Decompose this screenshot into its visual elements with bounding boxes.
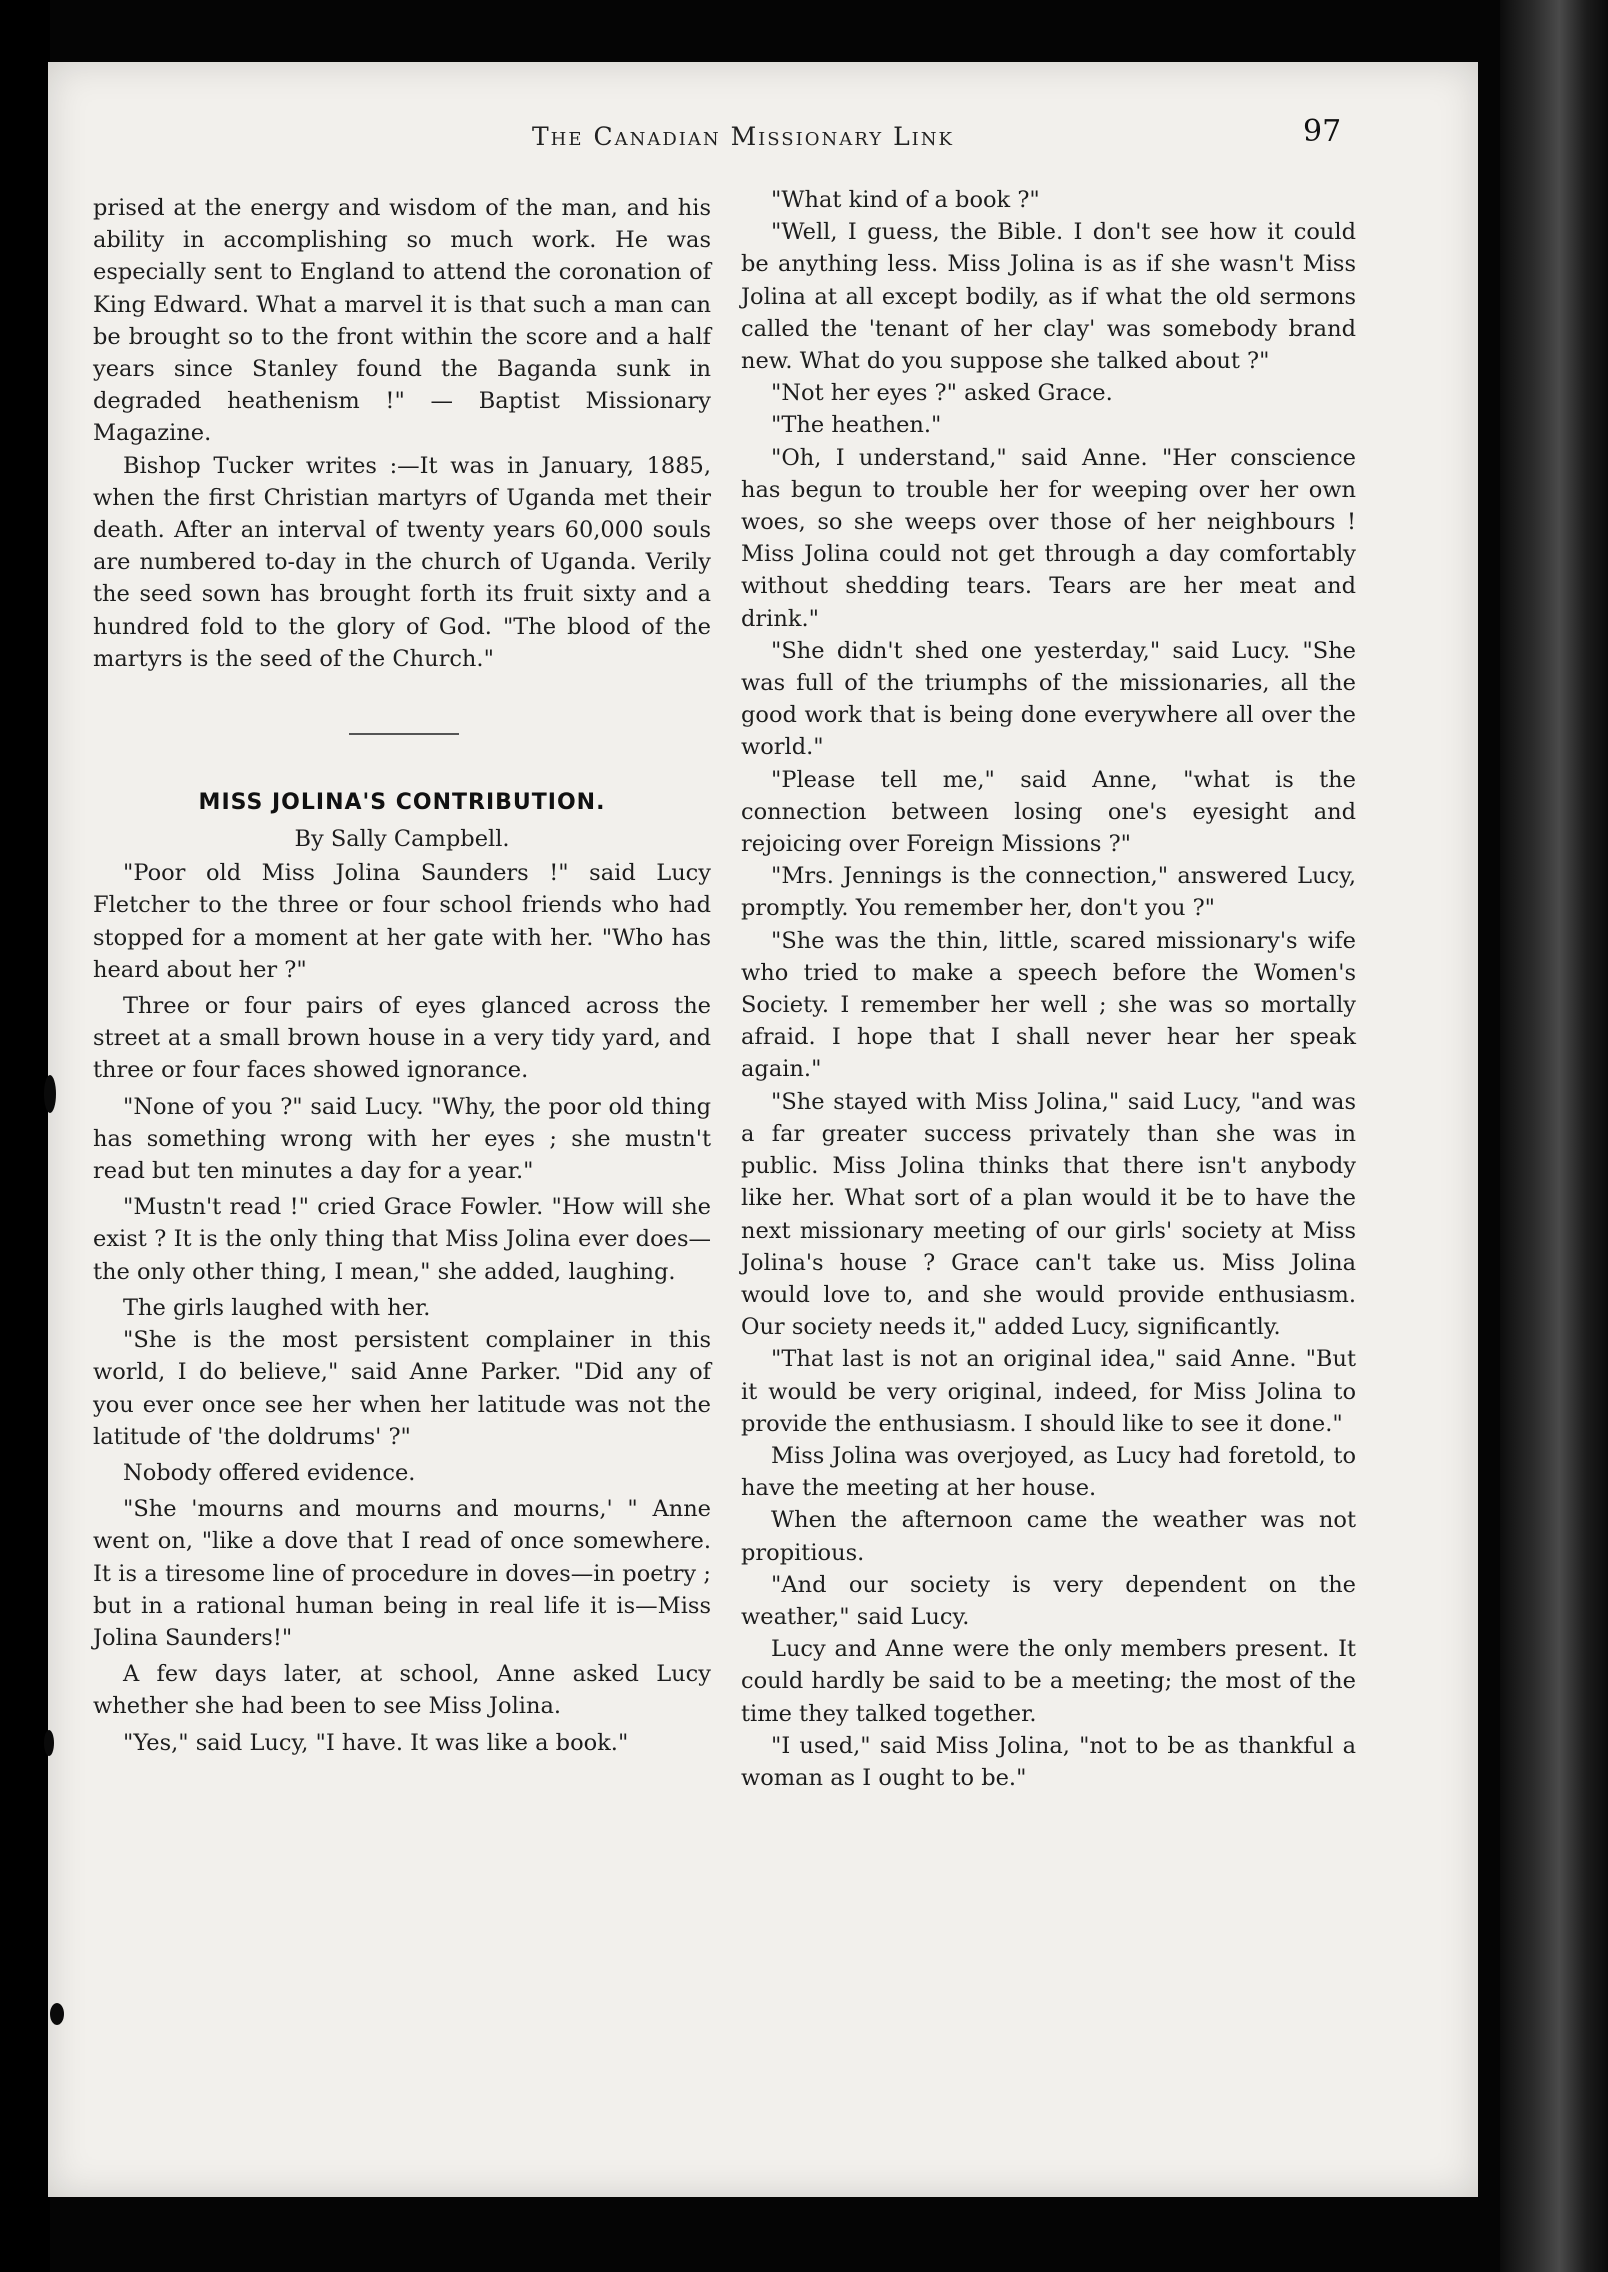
running-title: The Canadian Missionary Link [532, 122, 954, 151]
paragraph: "She was the thin, little, scared missionary's wife who tried to make a speech before the Women's Society. I remember her well ; she was so mortally afraid. I hope that I shall never hear her speak again." [741, 927, 1356, 1083]
paragraph: Miss Jolina was overjoyed, as Lucy had foretold, to have the meeting at her house. [741, 1442, 1356, 1502]
page-header [48, 114, 1478, 172]
paragraph: "I used," said Miss Jolina, "not to be as thankful a woman as I ought to be." [741, 1732, 1356, 1791]
paragraph: When the afternoon came the weather was not propitious. [741, 1507, 1356, 1566]
paragraph: "Mrs. Jennings is the connection," answered Lucy, promptly. You remember her, don't you ?" [741, 863, 1356, 922]
paragraph: "She stayed with Miss Jolina," said Lucy, "and was a far greater success privately than she was in public. Miss Jolina thinks that there isn't anybody like her. What sort of a plan would it be to have the next missionary meeting of our girls' society at Miss Jolina's house ? Grace can't take us. Miss Jolina would love to, and she would provide enthusiasm. Our society needs it," added Lucy, significantly. [741, 1088, 1356, 1341]
paragraph: Nobody offered evidence. [123, 1459, 416, 1486]
paragraph: Three or four pairs of eyes glanced across the street at a small brown house in a very tidy yard, and three or four faces showed ignorance. [93, 993, 711, 1084]
paragraph: Bishop Tucker writes :—It was in January, 1885, when the first Christian martyrs of Uganda met their death. After an interval of twenty years 60,000 souls are numbered to-day in the church of Uganda. Verily the seed sown has brought forth its fruit sixty and a hundred fold to the glory of God. "The blood of the martyrs is the seed of the Church." [93, 452, 711, 672]
paragraph: "That last is not an original idea," said Anne. "But it would be very original, indeed, for Miss Jolina to provide the enthusiasm. I should like to see it done." [741, 1346, 1356, 1437]
scan-speck [44, 1730, 54, 1756]
scan-speck [50, 2003, 64, 2025]
paragraph: "None of you ?" said Lucy. "Why, the poor old thing has something wrong with her eyes ; she mustn't read but ten minutes a day for a year." [93, 1093, 711, 1185]
paragraph: "Oh, I understand," said Anne. "Her conscience has begun to trouble her for weeping over her own woes, so she weeps over those of her neighbours ! Miss Jolina could not get through a day comfortably without shedding tears. Tears are her meat and drink." [741, 444, 1356, 632]
book-spine [1500, 0, 1608, 2272]
paragraph: "She is the most persistent complainer in this world, I do believe," said Anne Parker. "Did any of you ever once see her when her latitude was not the latitude of 'the doldrums' ?" [93, 1327, 711, 1450]
section-divider [349, 733, 459, 735]
left-column [93, 192, 711, 1759]
scan-left-border [0, 0, 50, 2272]
scan-speck [44, 1075, 56, 1113]
paragraph: "The heathen." [771, 412, 942, 439]
paragraph: "Yes," said Lucy, "I have. It was like a book." [123, 1729, 629, 1756]
byline: By Sally Campbell. [294, 826, 510, 853]
right-column [741, 184, 1356, 1794]
paragraph: A few days later, at school, Anne asked Lucy whether she had been to see Miss Jolina. [93, 1661, 711, 1720]
page-number: 97 [1303, 114, 1342, 149]
paragraph: Lucy and Anne were the only members present. It could hardly be said to be a meeting; the most of the time they talked together. [741, 1636, 1356, 1727]
article-title: MISS JOLINA'S CONTRIBUTION. [198, 790, 606, 816]
paragraph: "And our society is very dependent on the weather," said Lucy. [741, 1571, 1356, 1630]
paragraph: The girls laughed with her. [123, 1294, 431, 1321]
paragraph: "Mustn't read !" cried Grace Fowler. "How will she exist ? It is the only thing that Miss Jolina ever does—the only other thing, I mean," she added, laughing. [93, 1194, 711, 1285]
paragraph: "Well, I guess, the Bible. I don't see how it could be anything less. Miss Jolina is as if she wasn't Miss Jolina at all except bodily, as if what the old sermons called the 'tenant of her clay' was somebody brand new. What do you suppose she talked about ?" [741, 219, 1356, 375]
paragraph: "Not her eyes ?" asked Grace. [771, 380, 1113, 407]
paragraph: "She 'mourns and mourns and mourns,' " Anne went on, "like a dove that I read of once somewhere. It is a tiresome line of procedure in doves—in poetry ; but in a rational human being in real life it is—Miss Jolina Saunders!" [93, 1496, 711, 1651]
paragraph: "What kind of a book ?" [771, 187, 1040, 213]
paragraph: prised at the energy and wisdom of the man, and his ability in accomplishing so much work. He was especially sent to England to attend the coronation of King Edward. What a marvel it is that such a man can be brought so to the front within the score and a half years since Stanley found the Baganda sunk in degraded heathenism !" — Baptist Missionary Magazine. [93, 195, 711, 447]
paragraph: "Poor old Miss Jolina Saunders !" said Lucy Fletcher to the three or four school friends who had stopped for a moment at her gate with her. "Who has heard about her ?" [93, 860, 711, 983]
paragraph: "Please tell me," said Anne, "what is the connection between losing one's eyesight and rejoicing over Foreign Missions ?" [741, 766, 1356, 858]
paragraph: "She didn't shed one yesterday," said Lucy. "She was full of the triumphs of the missionaries, all the good work that is being done everywhere all over the world." [741, 637, 1356, 761]
